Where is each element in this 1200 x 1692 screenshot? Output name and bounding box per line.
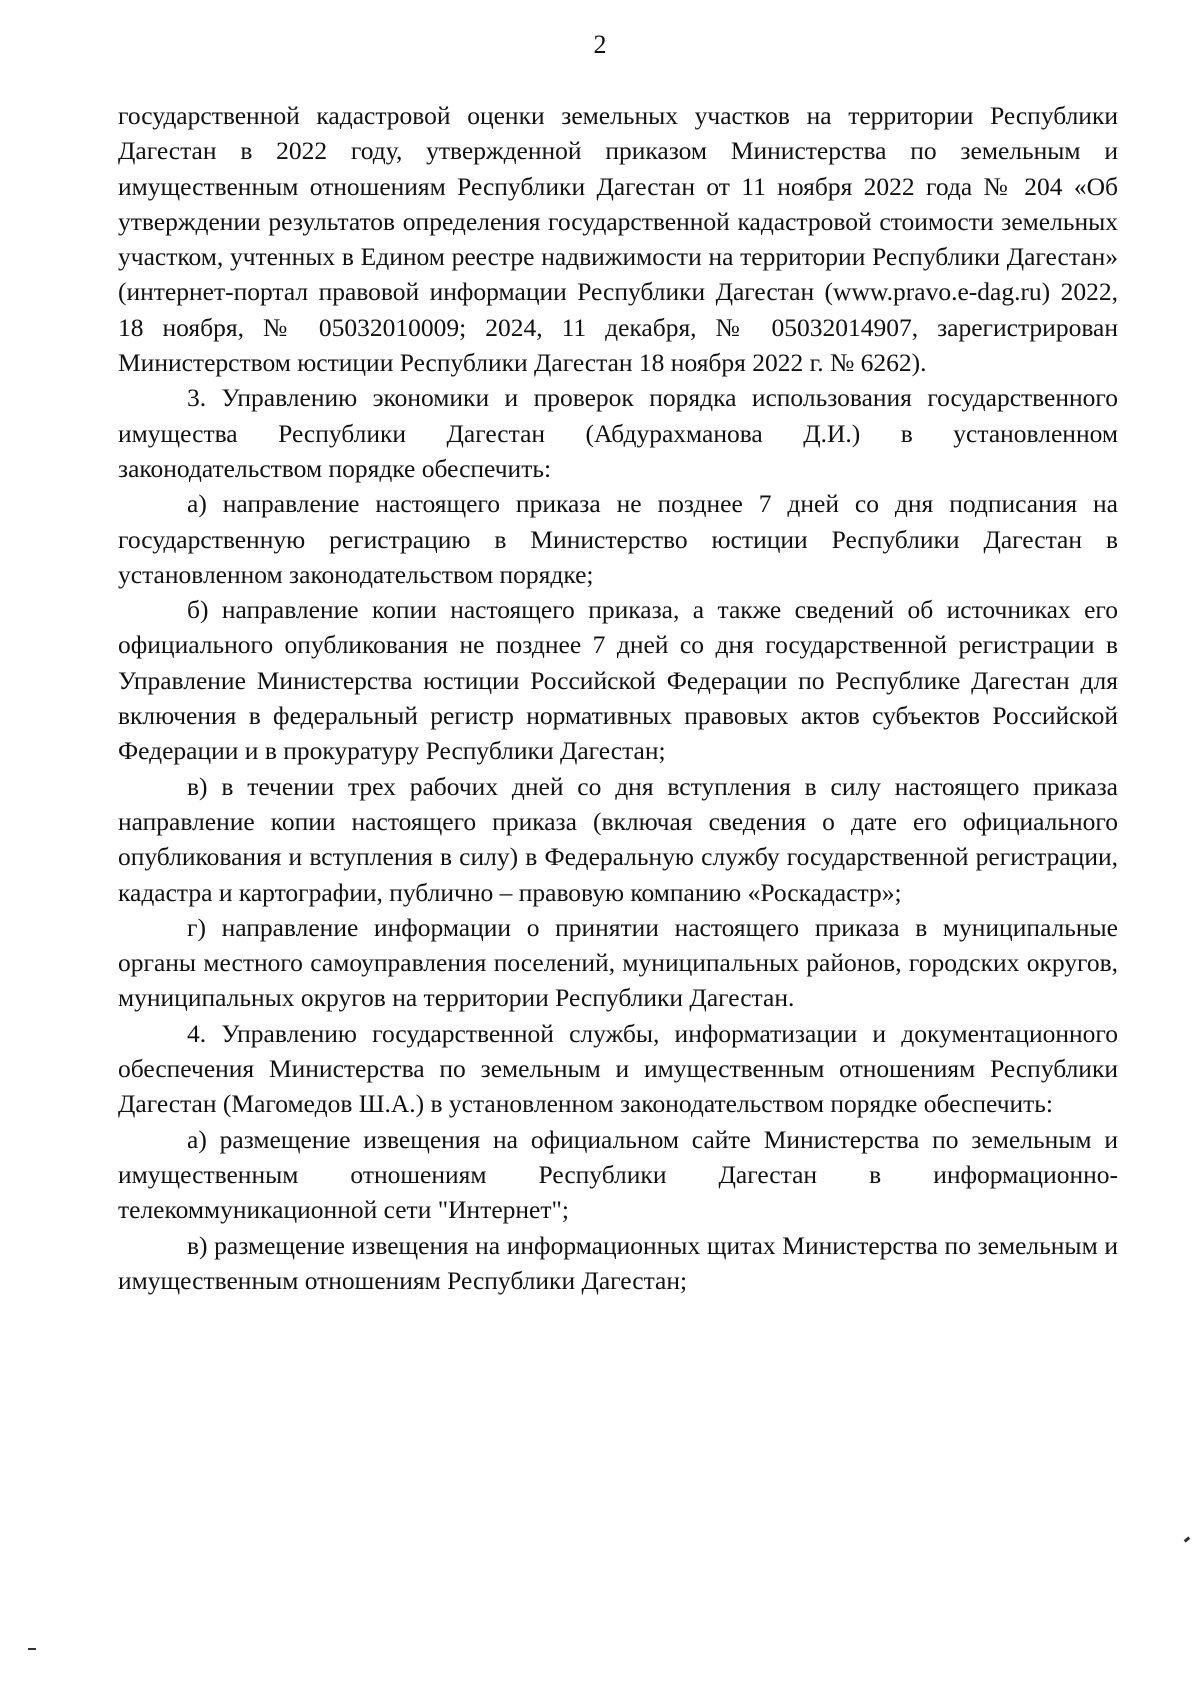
scan-artifact bbox=[28, 1648, 36, 1650]
paragraph-item-3b: б) направление копии настоящего приказа, а также сведений об источниках его официального опубликования не позднее 7 дней со дня государственной регистрации в Управление Министерства юстиции Российской Федерации по Республике Дагестан для включения в федеральный регистр нормативных правовых актов субъектов Российской Федерации и в прокуратуру Республики Дагестан; bbox=[118, 595, 1118, 766]
paragraph-item-4a: а) размещение извещения на официальном сайте Министерства по земельным и имущественным отношениям Республики Дагестан в информационно-телекоммуникационной сети "Интернет"; bbox=[118, 1124, 1118, 1225]
paragraph-item-3v: в) в течении трех рабочих дней со дня вступления в силу настоящего приказа направление копии настоящего приказа (включая сведения о дате его официального опубликования и вступления в силу) в Федеральную службу государственной регистрации, кадастра и картографии, публично – правовую компанию «Роскадастр»; bbox=[118, 771, 1118, 907]
document-body bbox=[118, 98, 1118, 1298]
paragraph-item-3g: г) направление информации о принятии настоящего приказа в муниципальные органы местного самоуправления поселений, муниципальных районов, городских округов, муниципальных округов на территории Республики Дагестан. bbox=[118, 912, 1118, 1013]
page-number: 2 bbox=[593, 30, 607, 59]
paragraph-item-3a: а) направление настоящего приказа не позднее 7 дней со дня подписания на государственную регистрацию в Министерство юстиции Республики Дагестан в установленном законодательством порядке; bbox=[118, 489, 1118, 589]
scan-artifact bbox=[1184, 1536, 1191, 1542]
paragraph-item-4v: в) размещение извещения на информационных щитах Министерства по земельным и имущественным отношениям Республики Дагестан; bbox=[118, 1230, 1118, 1295]
paragraph-item-3: 3. Управлению экономики и проверок порядка использования государственного имущества Республики Дагестан (Абдурахманова Д.И.) в установленном законодательством порядке обеспечить: bbox=[118, 383, 1118, 483]
paragraph-continuation: государственной кадастровой оценки земельных участков на территории Республики Дагестан в 2022 году, утвержденной приказом Министерства по земельным и имущественным отношениям Республики Дагестан от 11 ноября 2022 года № 204 «Об утверждении результатов определения государственной кадастровой стоимости земельных участком, учтенных в Едином реестре надвижимости на территории Республики Дагестан» (интернет-портал правовой информации Республики Дагестан (www.pravo.e-dag.ru) 2022, 18 ноября, № 05032010009; 2024, 11 декабря, № 05032014907, зарегистрирован Министерством юстиции Республики Дагестан 18 ноября 2022 г. № 6262). bbox=[118, 101, 1118, 378]
paragraph-item-4: 4. Управлению государственной службы, информатизации и документационного обеспечения Министерства по земельным и имущественным отношениям Республики Дагестан (Магомедов Ш.А.) в установленном законодательством порядке обеспечить: bbox=[118, 1018, 1118, 1119]
